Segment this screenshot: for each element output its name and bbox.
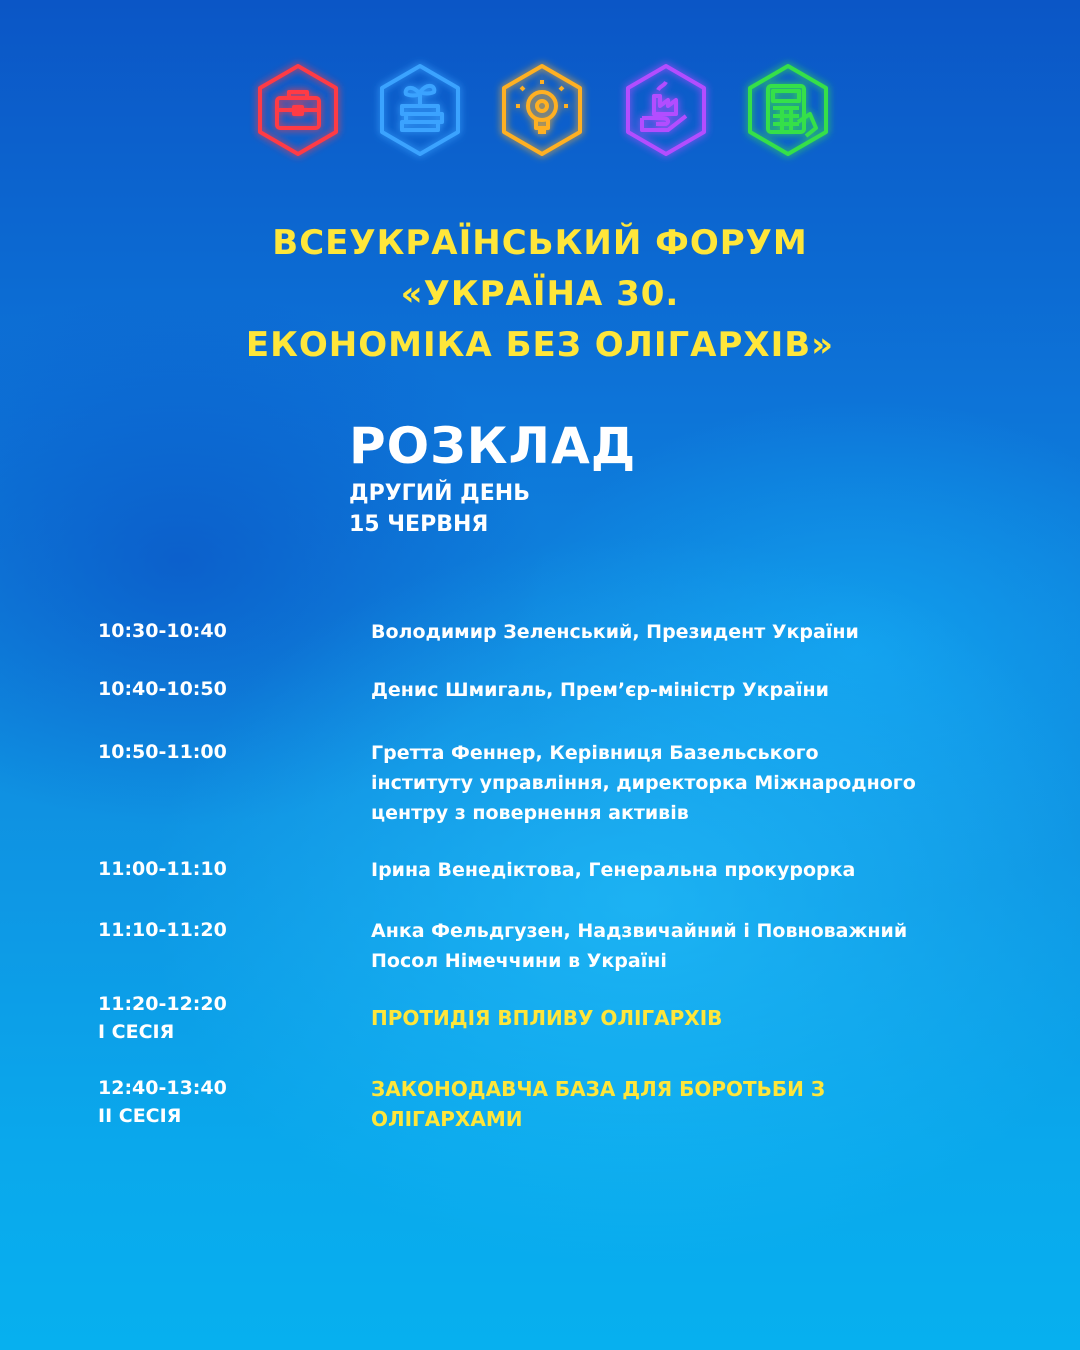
calculator-hand-icon — [740, 62, 836, 158]
item-time: 10:50-11:00 — [98, 741, 227, 763]
title-line-3: ЕКОНОМІКА БЕЗ ОЛІГАРХІВ» — [245, 325, 835, 365]
item-time: 12:40-13:40 II СЕСІЯ — [98, 1077, 227, 1127]
briefcase-icon — [250, 62, 346, 158]
lightbulb-gear-icon — [494, 62, 590, 158]
item-time: 11:20-12:20 I СЕСІЯ — [98, 993, 227, 1043]
item-desc: Гретта Феннер, Керівниця Базельського інституту управління, директорка Міжнародного центру з повернення активів — [371, 742, 916, 824]
item-time: 11:00-11:10 — [98, 858, 227, 880]
title-line-1: ВСЕУКРАЇНСЬКИЙ ФОРУМ — [272, 223, 808, 263]
schedule-day: ДРУГИЙ ДЕНЬ — [349, 481, 530, 506]
item-time: 10:30-10:40 — [98, 620, 227, 642]
item-time: 11:10-11:20 — [98, 919, 227, 941]
schedule-date: 15 ЧЕРВНЯ — [349, 512, 489, 537]
icon-row — [0, 62, 1080, 158]
title-line-2: «УКРАЇНА 30. — [400, 274, 680, 314]
session-title: ЗАКОНОДАВЧА БАЗА ДЛЯ БОРОТЬБИ З ОЛІГАРХАМИ — [371, 1077, 826, 1131]
hand-factory-icon — [618, 62, 714, 158]
item-desc: Денис Шмигаль, Прем’єр-міністр України — [371, 679, 829, 701]
plant-coins-icon — [372, 62, 468, 158]
item-desc: Анка Фельдгузен, Надзвичайний і Повноважний Посол Німеччини в Україні — [371, 920, 908, 972]
item-desc: Володимир Зеленський, Президент України — [371, 621, 859, 643]
schedule-heading: РОЗКЛАД — [349, 417, 637, 475]
item-desc: Ірина Венедіктова, Генеральна прокурорка — [371, 859, 856, 881]
schedule-header — [349, 418, 636, 540]
item-time: 10:40-10:50 — [98, 678, 227, 700]
session-title: ПРОТИДІЯ ВПЛИВУ ОЛІГАРХІВ — [371, 1006, 723, 1030]
forum-title — [0, 218, 1080, 371]
